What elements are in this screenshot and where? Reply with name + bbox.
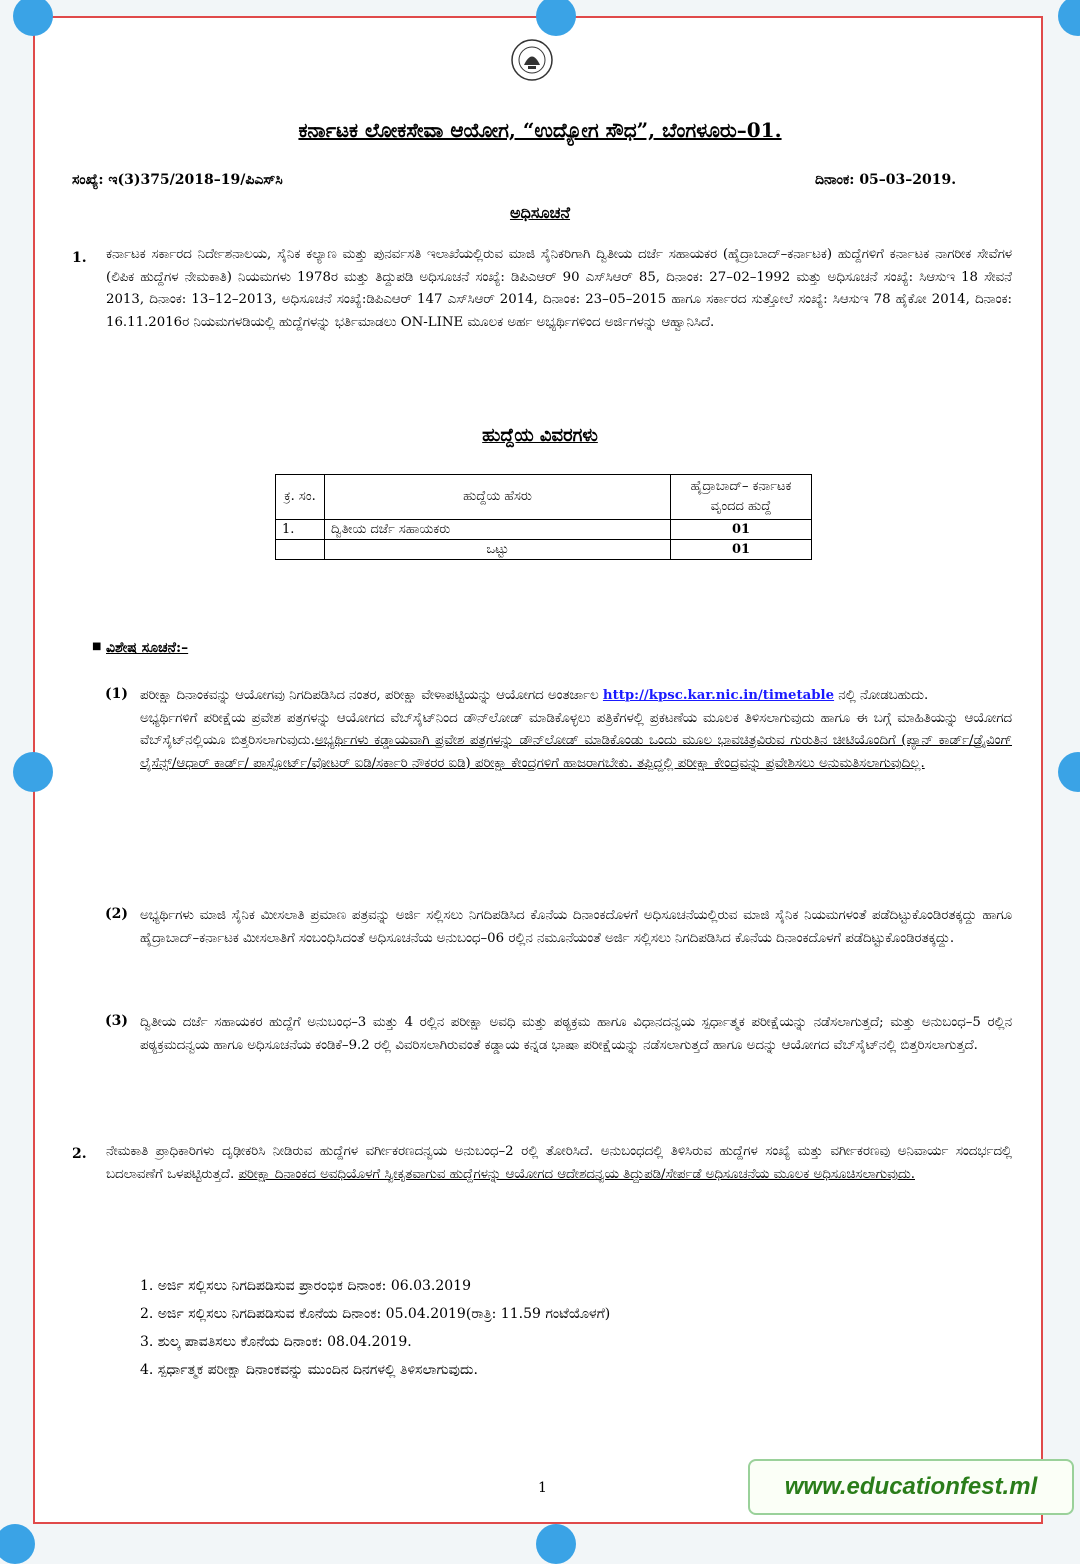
list-item: 3. ಶುಲ್ಕ ಪಾವತಿಸಲು ಕೊನೆಯ ದಿನಾಂಕ: 08.04.2019. (140, 1334, 412, 1350)
intro-paragraph: ಕರ್ನಾಟಕ ಸರ್ಕಾರದ ನಿರ್ದೇಶನಾಲಯ, ಸೈನಿಕ ಕಲ್ಯಾಣ ಮತ್ತು ಪುನರ್ವಸತಿ ಇಲಾಖೆಯಲ್ಲಿರುವ ಮಾಜಿ ಸೈನಿಕರಿಗಾಗಿ ದ್ವಿತೀಯ ದರ್ಜೆ ಸಹಾಯಕರ (ಹೈದ್ರಾಬಾದ್–ಕರ್ನಾಟಕ) ಹುದ್ದೆಗಳಿಗೆ ಕರ್ನಾಟಕ ನಾಗರೀಕ ಸೇವೆಗಳ (ಲಿಪಿಕ ಹುದ್ದೆಗಳ ನೇಮಕಾತಿ) ನಿಯಮಗಳು 1978ರ ಮತ್ತು ತಿದ್ದುಪಡಿ ಅಧಿಸೂಚನೆ ಸಂಖ್ಯೆ: ಡಿಪಿಎಆರ್ 90 ಎಸ್‌ಸಿಆರ್ 85, ದಿನಾಂಕ: 27–02–1992 ಮತ್ತು ಅಧಿಸೂಚನೆ ಸಂಖ್ಯೆ: ಸಿಆಸುಇ 18 ಸೇವನೆ 2013, ದಿನಾಂಕ: 13–12–2013, ಅಧಿಸೂಚನೆ ಸಂಖ್ಯೆ:ಡಿಪಿಎಆರ್ 147 ಎಸ್‌ಸಿಆರ್ 2014, ದಿನಾಂಕ: 23–05–2015 ಹಾಗೂ ಸರ್ಕಾರದ ಸುತ್ತೋಲೆ ಸಂಖ್ಯೆ: ಸಿಆಸುಇ 78 ಹೈಕೋ 2014, ದಿನಾಂಕ: 16.11.2016ರ ನಿಯಮಗಳಡಿಯಲ್ಲಿ ಹುದ್ದೆಗಳನ್ನು ಭರ್ತಿಮಾಡಲು ON-LINE ಮೂಲಕ ಅರ್ಹ ಅಭ್ಯರ್ಥಿಗಳಿಂದ ಅರ್ಜಿಗಳನ್ನು ಆಹ್ವಾನಿಸಿದೆ. (106, 247, 1012, 330)
special-item-2: ಅಭ್ಯರ್ಥಿಗಳು ಮಾಜಿ ಸೈನಿಕ ಮೀಸಲಾತಿ ಪ್ರಮಾಣ ಪತ್ರವನ್ನು ಅರ್ಜಿ ಸಲ್ಲಿಸಲು ನಿಗದಿಪಡಿಸಿದ ಕೊನೆಯ ದಿನಾಂಕದೊಳಗೆ ಅಧಿಸೂಚನೆಯಲ್ಲಿರುವ ಮಾಜಿ ಸೈನಿಕ ನಿಯಮಗಳಂತೆ ಪಡೆದಿಟ್ಟುಕೊಂಡಿರತಕ್ಕದ್ದು ಹಾಗೂ ಹೈದ್ರಾಬಾದ್–ಕರ್ನಾಟಕ ಮೀಸಲಾತಿಗೆ ಸಂಬಂಧಿಸಿದಂತೆ ಅಧಿಸೂಚನೆಯ ಅನುಬಂಧ–06 ರಲ್ಲಿನ ನಮೂನೆಯಂತೆ ಅರ್ಜಿ ಸಲ್ಲಿಸಲು ನಿಗದಿಪಡಿಸಿದ ಕೊನೆಯ ದಿನಾಂಕದೊಳಗೆ ಪಡೆದಿಟ್ಟುಕೊಂಡಿರತಕ್ಕದ್ದು. (140, 908, 1012, 946)
timetable-link[interactable]: http://kpsc.kar.nic.in/timetable (602, 688, 835, 703)
edge-dot (536, 1524, 576, 1564)
edge-dot (13, 752, 53, 792)
total-empty (276, 540, 325, 560)
item1-text-d: ಅಭ್ಯರ್ಥಿಗಳು ಕಡ್ಡಾಯವಾಗಿ ಪ್ರವೇಶ ಪತ್ರಗಳನ್ನು ಡೌನ್‌ಲೋಡ್ ಮಾಡಿಕೊಂಡು ಒಂದು ಮೂಲ ಭಾವಚಿತ್ರವಿರುವ ಗುರುತಿನ ಚೀಟಿಯೊಂದಿಗೆ (ಪ್ಯಾನ್ ಕಾರ್ಡ್/ಡ್ರೈವಿಂಗ್ ಲೈಸೆನ್ಸ್/ಆಧಾರ್ ಕಾರ್ಡ್/ ಪಾಸ್ಪೋರ್ಟ್/ವೋಟರ್ ಐಡಿ/ಸರ್ಕಾರಿ ನೌಕರರ ಐಡಿ) ಪರೀಕ್ಷಾ ಕೇಂದ್ರಗಳಿಗೆ ಹಾಜರಾಗಬೇಕು. ತಪ್ಪಿದ್ದಲ್ಲಿ ಪರೀಕ್ಷಾ ಕೇಂದ್ರವನ್ನು ಪ್ರವೇಶಿಸಲು ಅನುಮತಿಸಲಾಗುವುದಿಲ್ಲ. (140, 733, 1012, 771)
edge-dot (1058, 752, 1080, 792)
row-post-name: ದ್ವಿತೀಯ ದರ್ಜೆ ಸಹಾಯಕರು (325, 520, 671, 540)
watermark-badge: www.educationfest.ml (748, 1459, 1074, 1515)
reference-number: ಸಂಖ್ಯೆ: ಇ(3)375/2018–19/ಪಿಎಸ್‌ಸಿ (72, 172, 283, 188)
corner-dot (1058, 0, 1080, 36)
item-number: (3) (105, 1013, 128, 1029)
item1-text-a: ಪರೀಕ್ಷಾ ದಿನಾಂಕವನ್ನು ಆಯೋಗವು ನಿಗದಿಪಡಿಸಿದ ನಂತರ, ಪರೀಕ್ಷಾ ವೇಳಾಪಟ್ಟಿಯನ್ನು ಆಯೋಗದ ಅಂತರ್ಜಾಲ (140, 688, 599, 703)
notification-date: ದಿನಾಂಕ: 05–03–2019. (815, 172, 957, 188)
posts-heading: ಹುದ್ದೆಯ ವಿವರಗಳು (482, 425, 598, 446)
row-count: 01 (671, 520, 812, 540)
dates-list (140, 1272, 1000, 1384)
special-heading: ವಿಶೇಷ ಸೂಚನೆ:– (106, 640, 189, 656)
table-row (276, 520, 812, 540)
corner-dot (0, 1524, 35, 1564)
col-sl: ಕ್ರ. ಸಂ. (276, 475, 325, 520)
posts-table (275, 474, 812, 560)
col-hk-count: ಹೈದ್ರಾಬಾದ್– ಕರ್ನಾಟಕ ವೃಂದದ ಹುದ್ದೆ (671, 475, 812, 520)
total-label: ಒಟ್ಟು (325, 540, 671, 560)
section2-text-b: ಪರೀಕ್ಷಾ ದಿನಾಂಕದ ಅವಧಿಯೊಳಗೆ ಸ್ವೀಕೃತವಾಗುವ ಹುದ್ದೆಗಳನ್ನು ಆಯೋಗದ ಆದೇಶದನ್ವಯ ತಿದ್ದುಪಡಿ/ಸೇರ್ಪಡೆ ಅಧಿಸೂಚನೆಯ ಮೂಲಕ ಅಧಿಸೂಚಿಸಲಾಗುವುದು. (238, 1166, 915, 1182)
item1-text-c: ಅಭ್ಯರ್ಥಿಗಳಿಗೆ ಪರೀಕ್ಷೆಯ ಪ್ರವೇಶ ಪತ್ರಗಳನ್ನು ಆಯೋಗದ ವೆಬ್‌ಸೈಟ್‌ನಿಂದ ಡೌನ್‌ಲೋಡ್ ಮಾಡಿಕೊಳ್ಳಲು ಪತ್ರಿಕೆಗಳಲ್ಲಿ ಪ್ರಕಟಣೆಯ ಮೂಲಕ ತಿಳಿಸಲಾಗುವುದು ಹಾಗೂ ಈ ಬಗ್ಗೆ ಮಾಹಿತಿಯನ್ನು ಆಯೋಗದ ವೆಬ್‌ಸೈಟ್‌ನಲ್ಲಿಯೂ ಬಿತ್ತರಿಸಲಾಗುವುದು. (140, 710, 1012, 748)
page-number: 1 (538, 1480, 547, 1496)
notification-heading: ಅಧಿಸೂಚನೆ (509, 203, 571, 222)
table-header-row (276, 475, 812, 520)
item1-text-b: ನಲ್ಲಿ ನೋಡಬಹುದು. (834, 688, 929, 703)
list-item: 1. ಅರ್ಜಿ ಸಲ್ಲಿಸಲು ನಿಗದಿಪಡಿಸುವ ಪ್ರಾರಂಭಿಕ ದಿನಾಂಕ: 06.03.2019 (140, 1278, 471, 1294)
list-item: 2. ಅರ್ಜಿ ಸಲ್ಲಿಸಲು ನಿಗದಿಪಡಿಸುವ ಕೊನೆಯ ದಿನಾಂಕ: 05.04.2019(ರಾತ್ರಿ: 11.59 ಗಂಟೆಯೊಳಗೆ) (140, 1306, 611, 1322)
special-item-3: ದ್ವಿತೀಯ ದರ್ಜೆ ಸಹಾಯಕರ ಹುದ್ದೆಗೆ ಅನುಬಂಧ–3 ಮತ್ತು 4 ರಲ್ಲಿನ ಪರೀಕ್ಷಾ ಅವಧಿ ಮತ್ತು ಪಠ್ಯಕ್ರಮ ಹಾಗೂ ವಿಧಾನದನ್ವಯ ಸ್ಪರ್ಧಾತ್ಮಕ ಪರೀಕ್ಷೆಯನ್ನು ನಡೆಸಲಾಗುತ್ತದೆ; ಮತ್ತು ಅನುಬಂಧ–5 ರಲ್ಲಿನ ಪಠ್ಯಕ್ರಮದನ್ವಯ ಹಾಗೂ ಅಧಿಸೂಚನೆಯ ಕಂಡಿಕೆ–9.2 ರಲ್ಲಿ ವಿವರಿಸಲಾಗಿರುವಂತೆ ಕಡ್ಡಾಯ ಕನ್ನಡ ಭಾಷಾ ಪರೀಕ್ಷೆಯನ್ನು ನಡೆಸಲಾಗುತ್ತದೆ ಹಾಗೂ ಅದನ್ನು ಆಯೋಗದ ವೆಬ್‌ಸೈಟ್‌ನಲ್ಲಿ ಬಿತ್ತರಿಸಲಾಗುತ್ತದೆ. (140, 1015, 1012, 1053)
page-title: ಕರ್ನಾಟಕ ಲೋಕಸೇವಾ ಆಯೋಗ, “ಉದ್ಯೋಗ ಸೌಧ”, ಬೆಂಗಳೂರು–01. (298, 118, 782, 142)
item-number: (2) (105, 906, 128, 922)
section2-text-a: ನೇಮಕಾತಿ ಪ್ರಾಧಿಕಾರಿಗಳು ದೃಢೀಕರಿಸಿ ನೀಡಿರುವ ಹುದ್ದೆಗಳ ವರ್ಗೀಕರಣದನ್ವಯ ಅನುಬಂಧ–2 ರಲ್ಲಿ ತೋರಿಸಿದೆ. ಅನುಬಂಧದಲ್ಲಿ ತಿಳಿಸಿರುವ ಹುದ್ದೆಗಳ ಸಂಖ್ಯೆ ಮತ್ತು ವರ್ಗೀಕರಣವು ಅನಿವಾರ್ಯ ಸಂದರ್ಭದಲ್ಲಿ ಬದಲಾವಣೆಗೆ ಒಳಪಟ್ಟಿರುತ್ತದೆ. (106, 1144, 1012, 1182)
item-number: (1) (105, 686, 128, 702)
list-item: 4. ಸ್ಪರ್ಧಾತ್ಮಕ ಪರೀಕ್ಷಾ ದಿನಾಂಕವನ್ನು ಮುಂದಿನ ದಿನಗಳಲ್ಲಿ ತಿಳಿಸಲಾಗುವುದು. (140, 1362, 478, 1378)
section2-paragraph (106, 1141, 1012, 1186)
row-sl: 1. (276, 520, 325, 540)
col-post-name: ಹುದ್ದೆಯ ಹೆಸರು (325, 475, 671, 520)
table-total-row (276, 540, 812, 560)
total-count: 01 (671, 540, 812, 560)
section-number: 1. (72, 250, 87, 266)
emblem-icon (510, 38, 554, 82)
special-item-1 (140, 685, 1012, 775)
bullet-icon: ■ (92, 641, 102, 652)
section-number: 2. (72, 1146, 87, 1162)
